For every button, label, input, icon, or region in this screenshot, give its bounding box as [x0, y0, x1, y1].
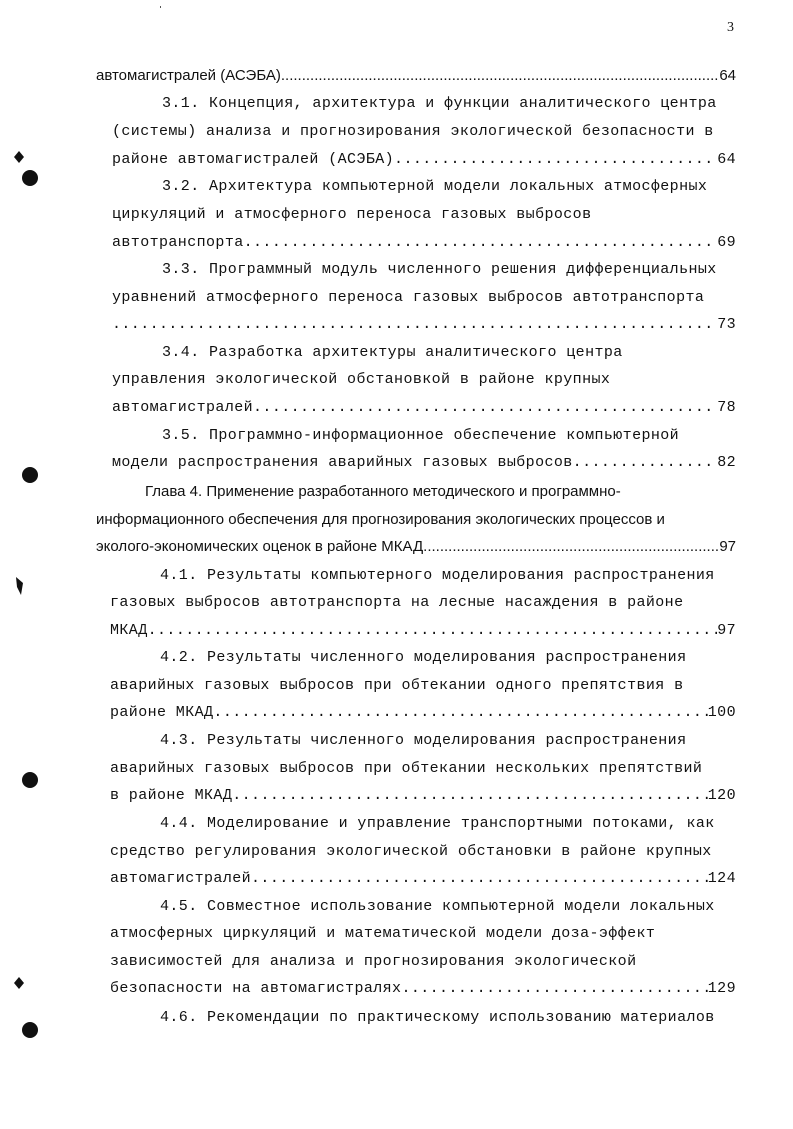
- leader-dots: [244, 234, 718, 251]
- toc-page-number: 64: [717, 151, 736, 168]
- toc-entry: [112, 316, 736, 333]
- toc-entry: [110, 980, 736, 997]
- leader-dots: [401, 980, 707, 997]
- staple-mark: [13, 976, 25, 990]
- toc-entry-title: безопасности на автомагистралях: [110, 980, 402, 997]
- toc-entry-title: управления экологической обстановкой в районе крупных: [112, 371, 611, 388]
- toc-entry-title: в районе МКАД: [110, 787, 233, 804]
- binder-hole: [22, 170, 38, 186]
- chapter-heading-text: Глава 4. Применение разработанного методического и программно-: [145, 483, 621, 500]
- toc-entry-title: 4.2. Результаты численного моделирования распространения: [160, 649, 687, 666]
- toc-entry-title: 4.5. Совместное использование компьютерной модели локальных: [160, 898, 715, 915]
- toc-entry-title: 3.3. Программный модуль численного решения дифференциальных: [162, 261, 717, 278]
- toc-entry: [96, 538, 736, 555]
- toc-page-number: 64: [719, 67, 736, 84]
- toc-page-number: 100: [707, 704, 736, 721]
- toc-entry-title: 4.4. Моделирование и управление транспортными потоками, как: [160, 815, 715, 832]
- toc-entry-title: 3.2. Архитектура компьютерной модели локальных атмосферных: [162, 178, 708, 195]
- toc-entry-title: аварийных газовых выбросов при обтекании нескольких препятствий: [110, 760, 703, 777]
- staple-mark: [13, 575, 25, 597]
- toc-entry: [110, 622, 736, 639]
- toc-entry-title: аварийных газовых выбросов при обтекании одного препятствия в: [110, 677, 684, 694]
- leader-dots: [281, 67, 719, 84]
- toc-entry-title: атмосферных циркуляций и математической модели доза-эффект: [110, 925, 656, 942]
- toc-page-number: 97: [719, 538, 736, 555]
- toc-entry-title: зависимостей для анализа и прогнозирования экологической: [110, 953, 637, 970]
- toc-page-number: 73: [717, 316, 736, 333]
- toc-entry-title: 3.1. Концепция, архитектура и функции аналитического центра: [162, 95, 717, 112]
- binder-hole: [22, 772, 38, 788]
- leader-dots: [232, 787, 708, 804]
- chapter-heading-text: эколого-экономических оценок в районе МКАД: [96, 538, 424, 555]
- toc-entry: [112, 234, 736, 251]
- toc-entry-title: автомагистралей: [112, 399, 254, 416]
- toc-page-number: 82: [717, 454, 736, 471]
- leader-dots: [251, 870, 708, 887]
- toc-page-number: 124: [707, 870, 736, 887]
- toc-page-number: 97: [717, 622, 736, 639]
- binder-hole: [22, 467, 38, 483]
- page-number: 3: [727, 20, 734, 35]
- toc-entry-title: 3.4. Разработка архитектуры аналитического центра: [162, 344, 623, 361]
- toc-entry: [110, 704, 736, 721]
- toc-entry-title: автотранспорта: [112, 234, 244, 251]
- toc-page-number: 129: [707, 980, 736, 997]
- toc-page-number: 78: [717, 399, 736, 416]
- scan-mark: [160, 6, 161, 8]
- toc-entry: [112, 454, 736, 471]
- chapter-heading-text: информационного обеспечения для прогнозирования экологических процессов и: [96, 511, 665, 528]
- toc-entry: [112, 151, 736, 168]
- toc-entry: [110, 787, 736, 804]
- toc-entry-title: 4.3. Результаты численного моделирования распространения: [160, 732, 687, 749]
- leader-dots: [394, 151, 717, 168]
- toc-entry-title: уравнений атмосферного переноса газовых выбросов автотранспорта: [112, 289, 705, 306]
- toc-entry-title: автомагистралей (АСЭБА): [96, 67, 281, 84]
- leader-dots: [148, 622, 718, 639]
- binder-hole: [22, 1022, 38, 1038]
- toc-entry: [112, 399, 736, 416]
- toc-page-number: 120: [707, 787, 736, 804]
- toc-entry-title: автомагистралей: [110, 870, 252, 887]
- leader-dots: [213, 704, 707, 721]
- toc-entry-title: 4.1. Результаты компьютерного моделирования распространения: [160, 567, 715, 584]
- chapter-heading: [145, 483, 736, 500]
- toc-entry-title: МКАД: [110, 622, 148, 639]
- staple-mark: [13, 150, 25, 164]
- leader-dots: [112, 316, 717, 333]
- toc-entry-title: циркуляций и атмосферного переноса газовых выбросов: [112, 206, 592, 223]
- toc-page-number: 69: [717, 234, 736, 251]
- leader-dots: [423, 538, 719, 555]
- toc-entry-title: 3.5. Программно-информационное обеспечение компьютерной: [162, 427, 680, 444]
- leader-dots: [573, 454, 718, 471]
- toc-entry-title: средство регулирования экологической обстановки в районе крупных: [110, 843, 712, 860]
- toc-entry-title: районе МКАД: [110, 704, 214, 721]
- toc-entry: [110, 870, 736, 887]
- toc-entry-title: модели распространения аварийных газовых выбросов: [112, 454, 573, 471]
- toc-entry: [96, 67, 736, 84]
- toc-entry-title: (системы) анализа и прогнозирования экологической безопасности в: [112, 123, 714, 140]
- toc-entry-title: 4.6. Рекомендации по практическому использованию материалов: [160, 1009, 715, 1026]
- leader-dots: [253, 399, 717, 416]
- toc-entry-title: газовых выбросов автотранспорта на лесные насаждения в районе: [110, 594, 684, 611]
- toc-entry-title: районе автомагистралей (АСЭБА): [112, 151, 395, 168]
